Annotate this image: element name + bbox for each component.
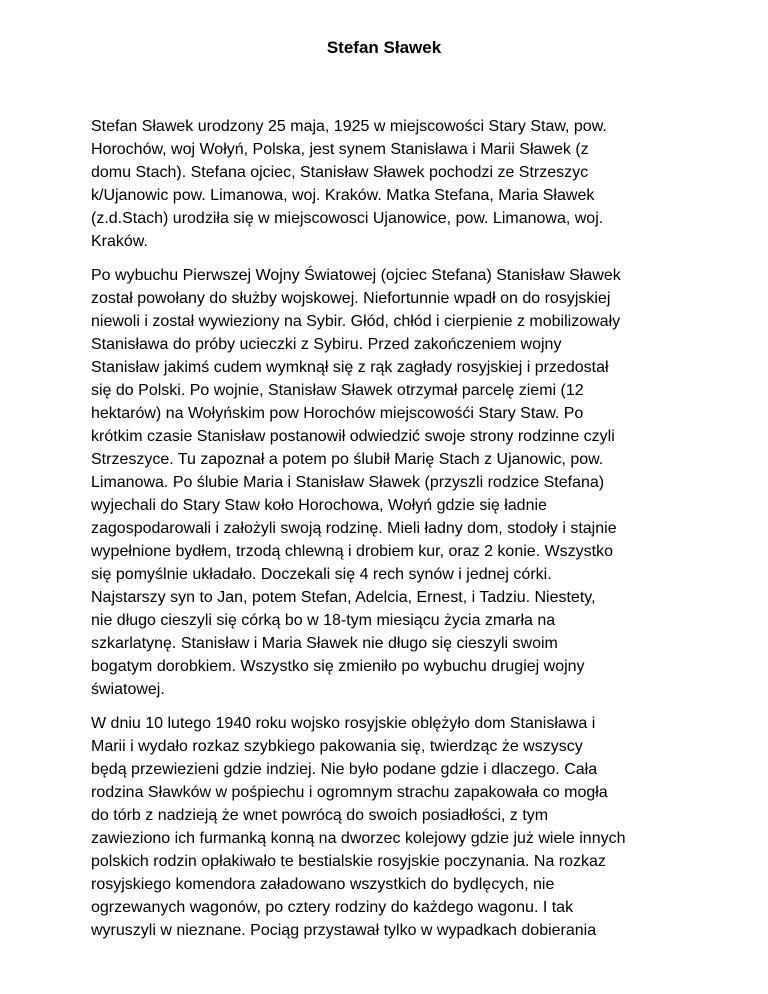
- text-line: rodzina Sławków w pośpiechu i ogromnym strachu zapakowała co mogła: [91, 784, 608, 801]
- text-line: szkarlatynę. Stanisław i Maria Sławek nie długo się cieszyli swoim: [91, 635, 558, 652]
- text-line: wyjechali do Stary Staw koło Horochowa, Wołyń gdzie się ładnie: [91, 497, 547, 514]
- text-line: światowej.: [91, 681, 165, 698]
- text-line: został powołany do służby wojskowej. Niefortunnie wpadł on do rosyjskiej: [91, 290, 611, 307]
- text-line: (z.d.Stach) urodziła się w miejscowosci Ujanowice, pow. Limanowa, woj.: [91, 210, 604, 227]
- text-line: niewoli i został wywieziony na Sybir. Głód, chłód i cierpienie z mobilizowały: [91, 313, 621, 330]
- text-line: Marii i wydało rozkaz szybkiego pakowania się, twierdząc że wszyscy: [91, 738, 583, 755]
- paragraph: [91, 264, 683, 701]
- text-line: bogatym dorobkiem. Wszystko się zmieniło po wybuchu drugiej wojny: [91, 658, 585, 675]
- text-line: Horochów, woj Wołyń, Polska, jest synem Stanisława i Marii Sławek (z: [91, 141, 589, 158]
- paragraph: [91, 712, 683, 942]
- text-line: Limanowa. Po ślubie Maria i Stanisław Sławek (przyszli rodzice Stefana): [91, 474, 605, 491]
- text-line: się pomyślnie układało. Doczekali się 4 rech synów i jednej córki.: [91, 566, 552, 583]
- text-line: Strzeszyce. Tu zapoznał a potem po ślubił Marię Stach z Ujanowic, pow.: [91, 451, 604, 468]
- text-line: zawieziono ich furmanką konną na dworzec kolejowy gdzie już wiele innych: [91, 830, 626, 847]
- text-line: do tórb z nadzieją że wnet powrócą do swoich posiadłości, z tym: [91, 807, 549, 824]
- text-line: rosyjskiego komendora załadowano wszystkich do bydlęcych, nie: [91, 876, 555, 893]
- text-line: Po wybuchu Pierwszej Wojny Światowej (ojciec Stefana) Stanisław Sławek: [91, 267, 621, 284]
- text-line: polskich rodzin opłakiwało te bestialskie rosyjskie poczynania. Na rozkaz: [91, 853, 606, 870]
- text-line: hektarów) na Wołyńskim pow Horochów miejscowośći Stary Staw. Po: [91, 405, 584, 422]
- text-line: Stanisław jakimś cudem wymknął się z rąk zagłady rosyjskiej i przedostał: [91, 359, 609, 376]
- text-line: ogrzewanych wagonów, po cztery rodziny do każdego wagonu. I tak: [91, 899, 574, 916]
- text-line: wypełnione bydłem, trzodą chlewną i drobiem kur, oraz 2 konie. Wszystko: [91, 543, 614, 560]
- text-line: Stanisława do próby ucieczki z Sybiru. Przed zakończeniem wojny: [91, 336, 562, 353]
- text-line: domu Stach). Stefana ojciec, Stanisław Sławek pochodzi ze Strzeszyc: [91, 164, 589, 181]
- text-line: krótkim czasie Stanisław postanowił odwiedzić swoje strony rodzinne czyli: [91, 428, 615, 445]
- text-line: się do Polski. Po wojnie, Stanisław Sławek otrzymał parcelę ziemi (12: [91, 382, 584, 399]
- text-line: W dniu 10 lutego 1940 roku wojsko rosyjskie oblężyło dom Stanisława i: [91, 715, 596, 732]
- text-line: będą przewiezieni gdzie indziej. Nie było podane gdzie i dlaczego. Cała: [91, 761, 598, 778]
- text-line: nie długo cieszyli się córką bo w 18-tym miesiącu życia zmarła na: [91, 612, 556, 629]
- document-title: Stefan Sławek: [326, 38, 442, 57]
- text-line: Kraków.: [91, 233, 148, 250]
- text-line: wyruszyli w nieznane. Pociąg przystawał tylko w wypadkach dobierania: [91, 922, 597, 939]
- document-body: [91, 115, 683, 953]
- paragraph: [91, 115, 683, 253]
- text-line: Stefan Sławek urodzony 25 maja, 1925 w miejscowości Stary Staw, pow.: [91, 118, 607, 135]
- text-line: k/Ujanowic pow. Limanowa, woj. Kraków. Matka Stefana, Maria Sławek: [91, 187, 595, 204]
- text-line: zagospodarowali i założyli swoją rodzinę. Mieli ładny dom, stodoły i stajnie: [91, 520, 617, 537]
- text-line: Najstarszy syn to Jan, potem Stefan, Adelcia, Ernest, i Tadziu. Niestety,: [91, 589, 596, 606]
